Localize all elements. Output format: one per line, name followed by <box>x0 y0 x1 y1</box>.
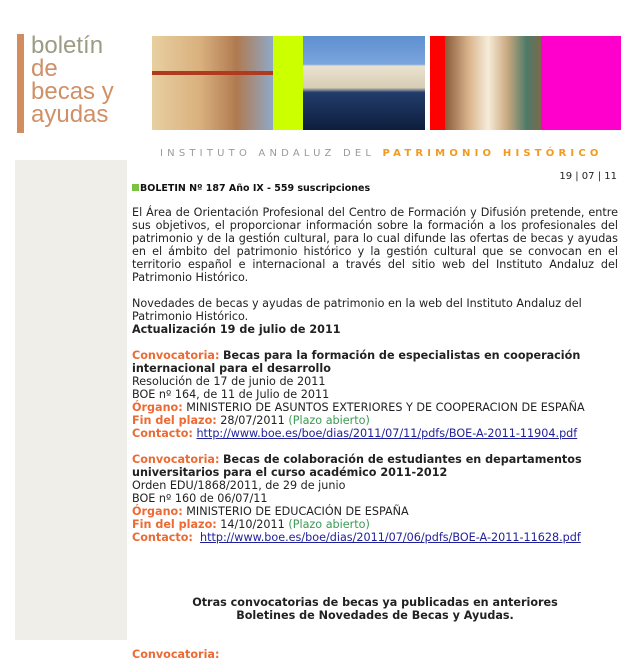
other-calls-line: Otras convocatorias de becas ya publicadas en anteriores <box>192 596 558 609</box>
red-block <box>430 36 445 130</box>
other-calls-heading <box>132 596 618 622</box>
convocatoria-item <box>132 349 618 440</box>
logo-line: ayudas <box>31 101 109 128</box>
item-deadline: 14/10/2011 <box>220 518 285 531</box>
item-resolution: Orden EDU/1868/2011, de 29 de junio <box>132 479 346 492</box>
update-date: Actualización 19 de julio de 2011 <box>132 323 341 336</box>
label: Fin del plazo: <box>132 414 217 427</box>
header-photo-courtyard <box>152 36 273 130</box>
novedades <box>132 297 618 336</box>
label: Contacto: <box>132 531 193 544</box>
bulletin-number: BOLETIN Nº 187 Año IX - 559 suscripciones <box>140 183 371 194</box>
item-status: (Plazo abierto) <box>288 414 370 427</box>
label: Órgano: <box>132 401 183 414</box>
magenta-block <box>541 36 621 130</box>
logo-line: boletín <box>31 32 104 59</box>
item-title: Becas para la formación de especialistas en cooperación internacional para el desarrollo <box>132 349 581 375</box>
logo-line: de <box>31 55 58 82</box>
institute-highlight: PATRIMONIO HISTÓRICO <box>382 148 603 159</box>
logo-bar <box>17 34 24 133</box>
green-square-icon <box>132 184 139 191</box>
item-organo: MINISTERIO DE EDUCACIÓN DE ESPAÑA <box>186 505 409 518</box>
intro-text: El Área de Orientación Profesional del Centro de Formación y Difusión pretende, entre sus objetivos, el proporcionar información sobre la formación a los profesionales del patrimonio y de la gestión cultural, para lo cual difunde las ofertas de becas y ayudas en el ámbito del patrimonio histórico y la gestión cultural que se convocan en el territorio español e internacional a través del sitio web del Instituto Andaluz del Patrimonio Histórico. <box>132 206 618 284</box>
label: Fin del plazo: <box>132 518 217 531</box>
lime-block <box>273 36 303 130</box>
item-link[interactable]: http://www.boe.es/boe/dias/2011/07/06/pdfs/BOE-A-2011-11628.pdf <box>200 531 581 544</box>
item-resolution: Resolución de 17 de junio de 2011 <box>132 375 326 388</box>
item-boe: BOE nº 160 de 06/07/11 <box>132 492 268 505</box>
label: Contacto: <box>132 427 193 440</box>
label: Convocatoria: <box>132 648 220 661</box>
bulletin-info <box>132 183 370 194</box>
item-boe: BOE nº 164, de 11 de Julio de 2011 <box>132 388 330 401</box>
main-content <box>132 206 618 661</box>
item-organo: MINISTERIO DE ASUNTOS EXTERIORES Y DE COOPERACION DE ESPAÑA <box>186 401 585 414</box>
sidebar <box>15 160 127 640</box>
item-status: (Plazo abierto) <box>288 518 370 531</box>
bulletin-date: 19 | 07 | 11 <box>559 171 617 182</box>
novedades-text: Novedades de becas y ayudas de patrimonio en la web del Instituto Andaluz del Patrimonio Histórico. <box>132 297 582 323</box>
logo <box>31 34 114 126</box>
institute-prefix: INSTITUTO ANDALUZ DEL <box>160 148 376 159</box>
logo-line: becas y <box>31 78 114 105</box>
label: Convocatoria: <box>132 453 220 466</box>
item-link[interactable]: http://www.boe.es/boe/dias/2011/07/11/pdfs/BOE-A-2011-11904.pdf <box>196 427 578 440</box>
header-photo-pool <box>303 36 425 130</box>
item-title: Becas de colaboración de estudiantes en departamentos universitarios para el curso académico 2011-2012 <box>132 453 582 479</box>
label: Órgano: <box>132 505 183 518</box>
item-deadline: 28/07/2011 <box>220 414 285 427</box>
convocatoria-item <box>132 453 618 544</box>
header-photo-arch <box>445 36 541 130</box>
other-calls-line: Boletines de Novedades de Becas y Ayudas. <box>236 609 514 622</box>
institute-name <box>160 148 603 159</box>
label: Convocatoria: <box>132 349 220 362</box>
